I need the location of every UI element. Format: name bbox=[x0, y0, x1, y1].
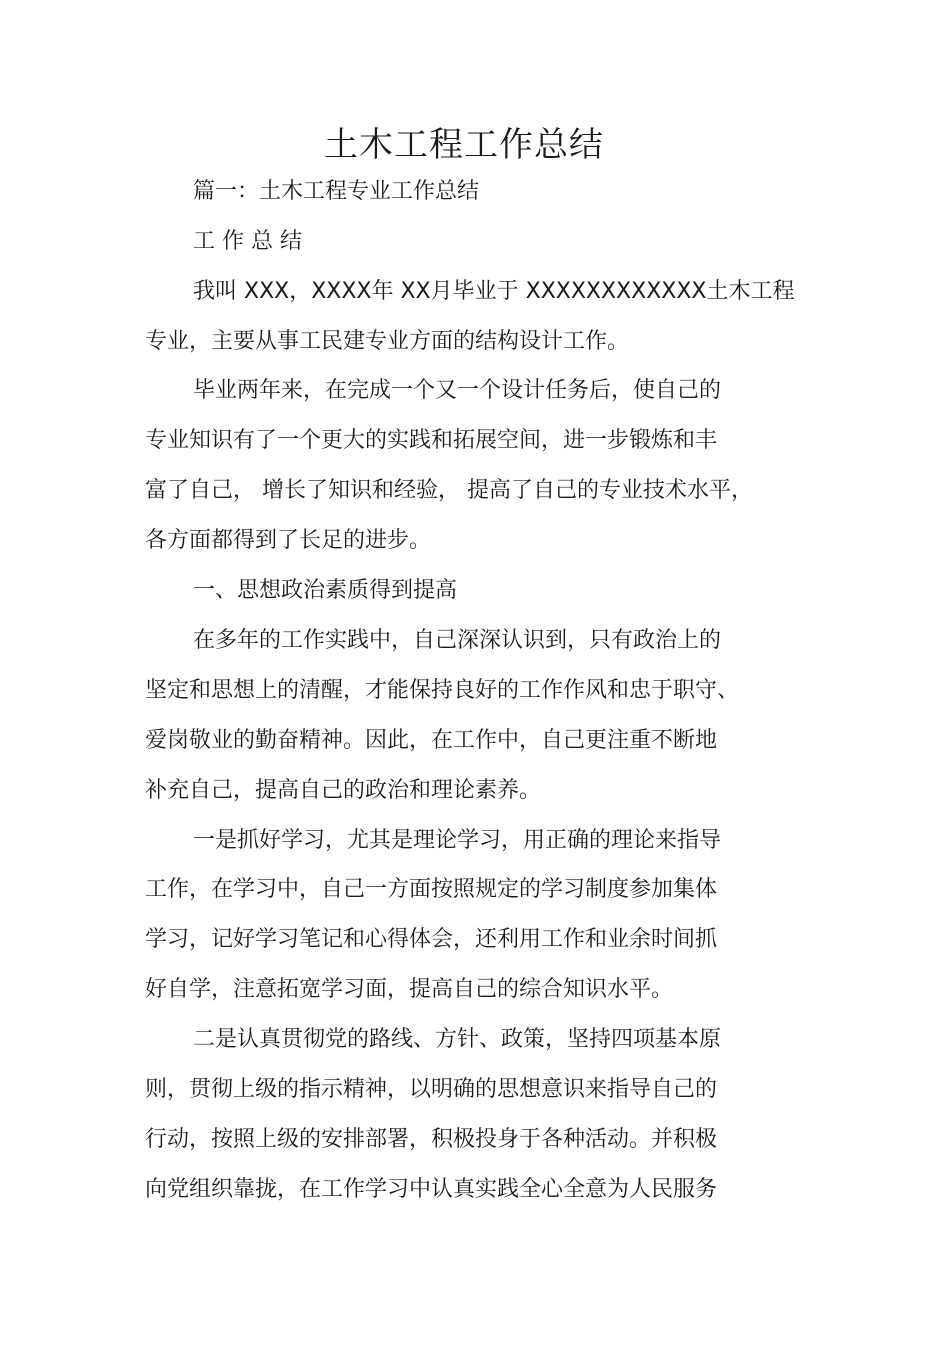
paragraph-line: 二是认真贯彻党的路线、方针、政策，坚持四项基本原 bbox=[193, 1027, 722, 1052]
paragraph-line: 我叫 XXX，XXXX年 XX月毕业于 XXXXXXXXXXXX土木工程 bbox=[193, 279, 795, 304]
section-heading: 篇一：土木工程专业工作总结 bbox=[193, 179, 480, 204]
paragraph-line: 毕业两年来，在完成一个又一个设计任务后，使自己的 bbox=[193, 378, 722, 403]
paragraph-line: 坚定和思想上的清醒，才能保持良好的工作作风和忠于职守、 bbox=[145, 678, 740, 703]
paragraph-line: 工作，在学习中，自己一方面按照规定的学习制度参加集体 bbox=[145, 877, 718, 902]
paragraph-line: 专业知识有了一个更大的实践和拓展空间，进一步锻炼和丰 bbox=[145, 428, 718, 453]
paragraph-line: 各方面都得到了长足的进步。 bbox=[145, 528, 432, 553]
paragraph-line: 富了自己， 增长了知识和经验， 提高了自己的专业技术水平， bbox=[145, 478, 753, 503]
paragraph-line: 行动，按照上级的安排部署，积极投身于各种活动。并积极 bbox=[145, 1127, 718, 1152]
section-heading: 一、思想政治素质得到提高 bbox=[193, 578, 458, 603]
paragraph-line: 补充自己，提高自己的政治和理论素养。 bbox=[145, 778, 542, 803]
paragraph-line: 爱岗敬业的勤奋精神。因此，在工作中，自己更注重不断地 bbox=[145, 728, 718, 753]
paragraph-line: 专业，主要从事工民建专业方面的结构设计工作。 bbox=[145, 329, 630, 354]
subheading: 工 作 总 结 bbox=[193, 229, 302, 254]
paragraph-line: 学习，记好学习笔记和心得体会，还利用工作和业余时间抓 bbox=[145, 927, 718, 952]
paragraph-line: 向党组织靠拢，在工作学习中认真实践全心全意为人民服务 bbox=[145, 1177, 718, 1202]
document-title: 土木工程工作总结 bbox=[324, 125, 604, 165]
paragraph-line: 一是抓好学习，尤其是理论学习，用正确的理论来指导 bbox=[193, 828, 722, 853]
paragraph-line: 好自学，注意拓宽学习面，提高自己的综合知识水平。 bbox=[145, 977, 674, 1002]
paragraph-line: 在多年的工作实践中，自己深深认识到，只有政治上的 bbox=[193, 628, 722, 653]
paragraph-line: 则，贯彻上级的指示精神，以明确的思想意识来指导自己的 bbox=[145, 1077, 718, 1102]
